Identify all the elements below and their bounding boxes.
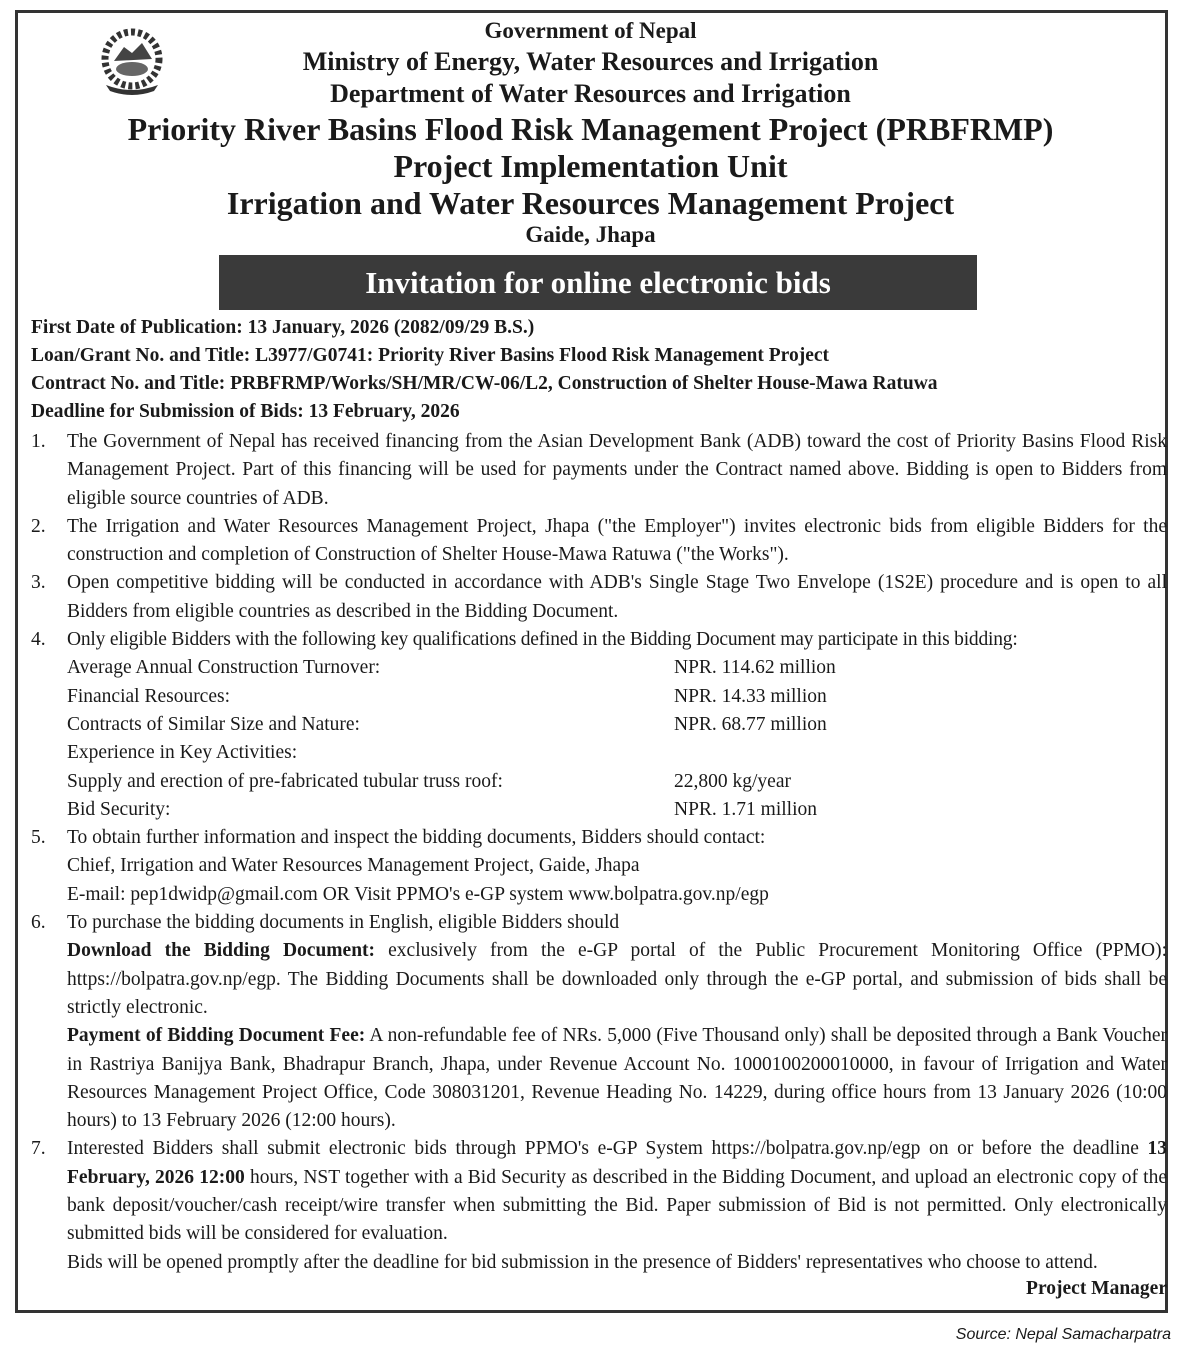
qualification-value: 22,800 kg/year (674, 770, 791, 792)
qualification-row (67, 683, 1167, 711)
list-item (31, 626, 1167, 824)
payment-heading: Payment of Bidding Document Fee: (67, 1025, 366, 1047)
payment-text: A non-refundable fee of NRs. 5,000 (Five Thousand only) shall be deposited through a Bank Voucher in Rastriya Banijya Bank, Bhadrapur Branch, Jhapa, under Revenue Account No. 1000100200010000, in favour of Irrigation and Water Resources Management Project Office, Code 308031201, Revenue Heading No. 14229, during office hours from 13 January 2026 (10:00 hours) to 13 February 2026 (12:00 hours). (67, 1025, 1167, 1132)
item-text: The Irrigation and Water Resources Management Project, Jhapa ("the Employer") invites electronic bids from eligible Bidders for the construction and completion of Construction of Shelter House-Mawa Ratuwa ("the Works"). (67, 515, 1167, 566)
signature: Project Manager (1026, 1277, 1167, 1299)
qualification-value: NPR. 14.33 million (674, 685, 827, 707)
qualification-label: Average Annual Construction Turnover: (67, 657, 381, 679)
gov-title: Government of Nepal (484, 18, 697, 43)
download-text: exclusively from the e-GP portal of the Public Procurement Monitoring Office (PPMO): https://bolpatra.gov.np/egp. The Bidding Documents shall be downloaded only through the e-GP portal, and submission of bids shall be strictly electronic. (67, 940, 1167, 1018)
project-title: Priority River Basins Flood Risk Management Project (PRBFRMP) (127, 111, 1054, 147)
bid-deadline: Deadline for Submission of Bids: 13 February, 2026 (31, 401, 460, 422)
item-number: 4. (31, 629, 46, 651)
notice-body (31, 428, 1167, 1303)
qualification-label: Bid Security: (67, 798, 171, 820)
list-item (31, 428, 1167, 513)
qualification-value: NPR. 68.77 million (674, 713, 827, 735)
department-title: Department of Water Resources and Irrigation (330, 79, 851, 108)
list-item (31, 909, 1167, 1135)
list-item (31, 569, 1167, 626)
download-heading: Download the Bidding Document: (67, 940, 376, 962)
location: Gaide, Jhapa (525, 222, 656, 247)
item-number: 2. (31, 515, 46, 537)
ministry-title: Ministry of Energy, Water Resources and Irrigation (302, 47, 879, 76)
list-item (31, 824, 1167, 909)
item-text: Interested Bidders shall submit electronic bids through PPMO's e-GP System https://bolpatra.gov.np/egp on or before the deadline (67, 1138, 1148, 1160)
qualification-row (67, 654, 1167, 682)
item-text: Only eligible Bidders with the following key qualifications defined in the Bidding Document may participate in this bidding: (67, 629, 1018, 651)
item-number: 5. (31, 827, 46, 849)
qualification-value: NPR. 1.71 million (674, 798, 818, 820)
item-text: The Government of Nepal has received financing from the Asian Development Bank (ADB) toward the cost of Priority Basins Flood Risk Management Project. Part of this financing will be used for payments under the Contract named above. Bidding is open to Bidders from eligible source countries of ADB. (67, 431, 1167, 509)
contract-title: Contract No. and Title: PRBFRMP/Works/SH/MR/CW-06/L2, Construction of Shelter House-Mawa Ratuwa (31, 373, 938, 394)
qualification-row (67, 711, 1167, 739)
invitation-banner: Invitation for online electronic bids (219, 255, 977, 310)
item-text: Open competitive bidding will be conducted in accordance with ADB's Single Stage Two Envelope (1S2E) procedure and is open to all Bidders from eligible countries as described in the Bidding Document. (67, 572, 1167, 622)
item-number: 7. (31, 1138, 46, 1160)
qualification-label: Experience in Key Activities: (67, 742, 298, 764)
qualification-label: Financial Resources: (67, 685, 230, 707)
qualification-value: NPR. 114.62 million (674, 657, 836, 679)
publication-date: First Date of Publication: 13 January, 2026 (2082/09/29 B.S.) (31, 317, 535, 338)
loan-title: Loan/Grant No. and Title: L3977/G0741: Priority River Basins Flood Risk Management Project (31, 345, 830, 366)
item-number: 1. (31, 431, 46, 452)
opening-text: Bids will be opened promptly after the deadline for bid submission in the presence of Bidders' representatives who choose to attend. (67, 1251, 1098, 1273)
iwrmp-title: Irrigation and Water Resources Management Project (226, 185, 955, 221)
item-text: To purchase the bidding documents in English, eligible Bidders should (67, 912, 620, 934)
item-text: To obtain further information and inspect the bidding documents, Bidders should contact: (67, 827, 766, 849)
qualification-label: Contracts of Similar Size and Nature: (67, 713, 360, 735)
contact-line: Chief, Irrigation and Water Resources Management Project, Gaide, Jhapa (67, 855, 640, 877)
list-item (31, 513, 1167, 570)
qualification-row (67, 739, 1167, 767)
deadline-bold: 13 February, 2026 12:00 (67, 1138, 1167, 1188)
list-item (31, 1135, 1167, 1276)
item-number: 3. (31, 572, 46, 594)
qualification-row (67, 796, 1167, 824)
unit-title: Project Implementation Unit (393, 148, 788, 184)
item-number: 6. (31, 912, 46, 934)
item-text-cont: hours, NST together with a Bid Security as described in the Bidding Document, and upload an electronic copy of the bank deposit/voucher/cash receipt/wire transfer when submitting the Bid. Paper submission of Bid is not permitted. Only electronically submitted bids will be considered for evaluation. (67, 1166, 1167, 1245)
email-line[interactable]: E-mail: pep1dwidp@gmail.com OR Visit PPMO's e-GP system www.bolpatra.gov.np/egp (67, 883, 769, 905)
qualification-label: Supply and erection of pre-fabricated tubular truss roof: (67, 770, 503, 792)
qualification-row (67, 768, 1167, 796)
source-credit: Source: Nepal Samacharpatra (955, 1326, 1171, 1343)
